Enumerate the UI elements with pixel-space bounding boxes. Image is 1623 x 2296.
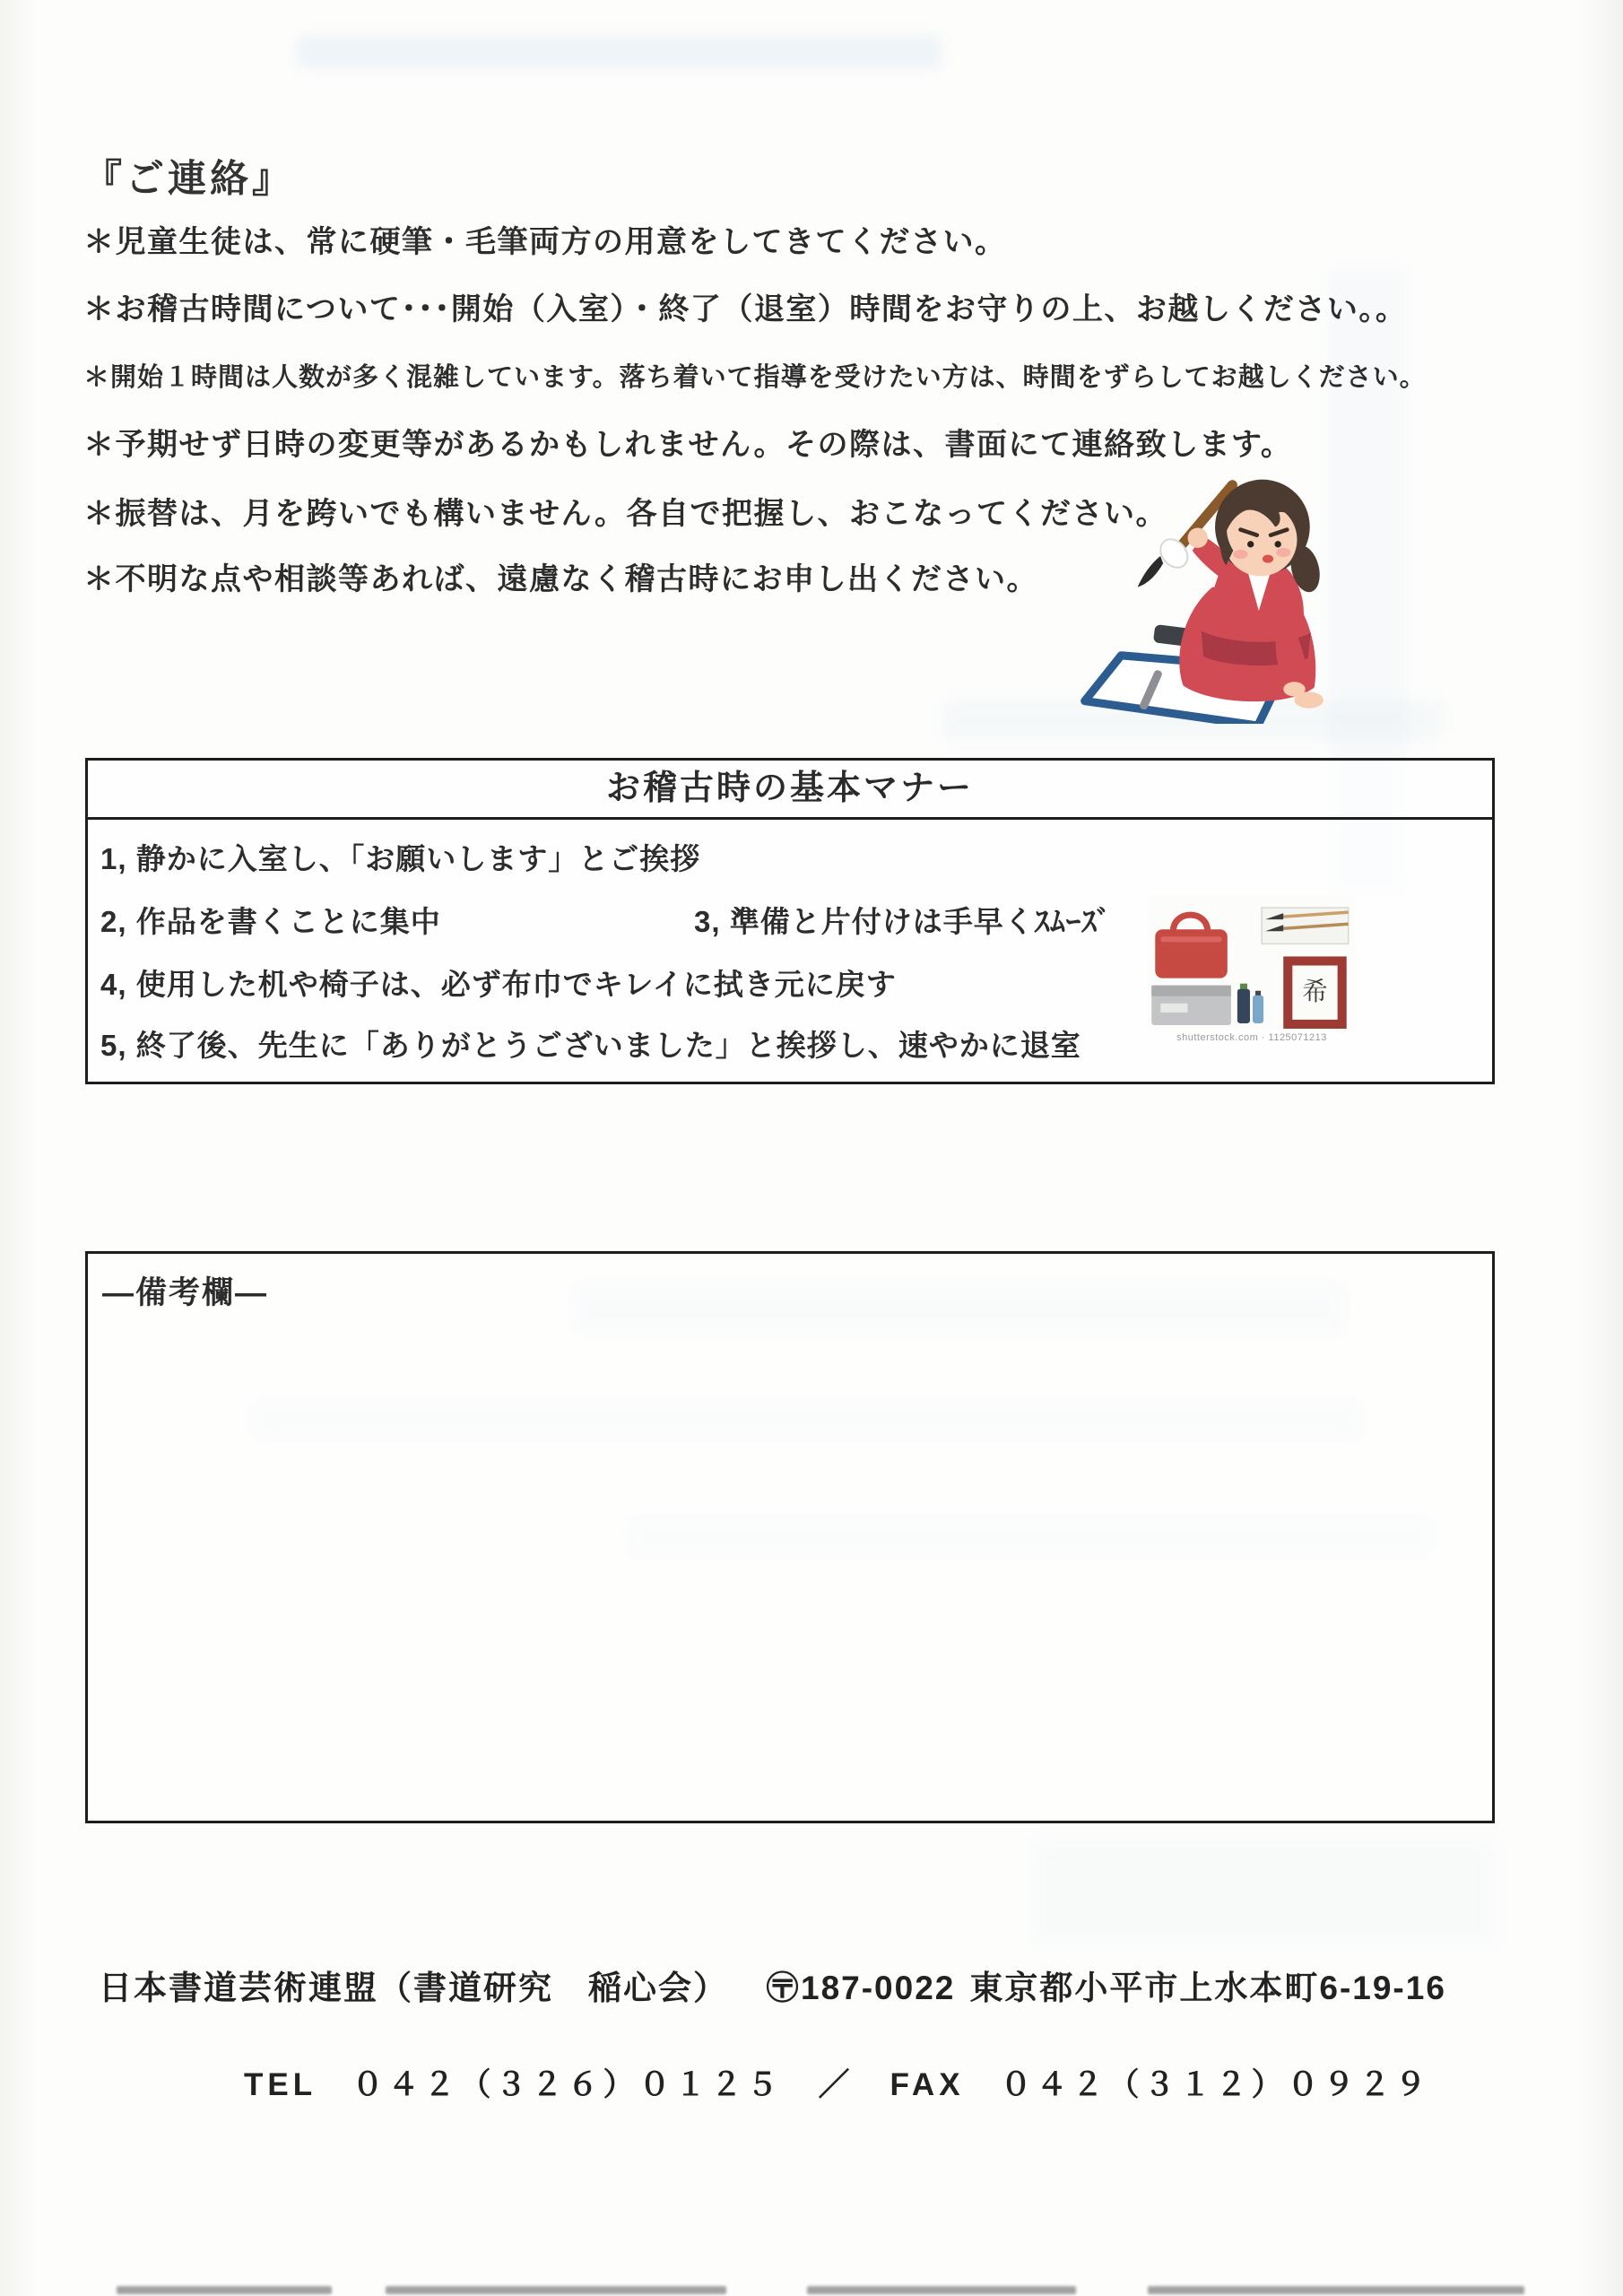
manner-item: 5, 終了後、先生に「ありがとうございました」と挨拶し、速やかに退室	[100, 1029, 1081, 1062]
scan-edge-artifact	[1148, 2286, 1524, 2294]
notice-line-small: ＊開始１時間は人数が多く混雑しています。落ち着いて指導を受けたい方は、時間をずらしてお越しください。	[83, 363, 1427, 392]
footer-tel-fax-line: TEL ０４２（３２６）０１２５ ／ FAX ０４２（３１２）０９２９	[244, 2067, 1431, 2102]
organization-name: 日本書道芸術連盟（書道研究 稲心会）	[99, 1970, 728, 2006]
notice-line: ＊予期せず日時の変更等があるかもしれません。その際は、書面にて連絡致します。	[83, 428, 1293, 462]
bleed-through-artifact	[296, 36, 942, 68]
scan-edge-artifact	[386, 2286, 726, 2294]
calligraphy-supplies-photo	[1148, 895, 1356, 1043]
notice-line: ＊振替は、月を跨いでも構いません。各自で把握し、おこなってください。	[83, 497, 1168, 531]
manner-item: 2, 作品を書くことに集中	[100, 905, 441, 938]
scan-edge-artifact	[117, 2286, 332, 2294]
address: 東京都小平市上水本町6-19-16	[969, 1970, 1446, 2006]
remarks-box	[85, 1251, 1495, 1823]
notice-line: ＊児童生徒は、常に硬筆・毛筆両方の用意をしてきてください。	[83, 225, 1007, 259]
remarks-box-label: ―備考欄―	[102, 1275, 269, 1310]
manners-box	[85, 758, 1495, 1084]
manner-item: 1, 静かに入室し、「お願いします」とご挨拶	[100, 842, 701, 875]
ink-bottle	[1237, 989, 1250, 1023]
ink-bottle	[1253, 996, 1263, 1023]
notice-line: ＊不明な点や相談等あれば、遠慮なく稽古時にお申し出ください。	[83, 562, 1038, 596]
postal-code: 〶187-0022	[766, 1970, 956, 2006]
frame-character: 希	[1302, 976, 1328, 1005]
girl-calligraphy-illustration	[1069, 441, 1356, 724]
manner-item: 4, 使用した机や椅子は、必ず布巾でキレイに拭き元に戻す	[100, 968, 897, 1001]
page-title: 『ご連絡』	[83, 158, 294, 201]
manner-item: 3, 準備と片付けは手早くｽﾑｰｽﾞ	[694, 905, 1113, 938]
scan-edge-artifact	[807, 2286, 1076, 2294]
footer-organization-line	[99, 1961, 1446, 2009]
manners-box-title: お稽古時の基本マナー	[88, 761, 1492, 820]
stock-photo-watermark: shutterstock.com · 1125071213	[1176, 1032, 1327, 1043]
notice-line: ＊お稽古時間について･･･開始（入室）・終了（退室）時間をお守りの上、お越しください。。	[83, 292, 1408, 326]
bleed-through-artifact	[1031, 1839, 1497, 1946]
